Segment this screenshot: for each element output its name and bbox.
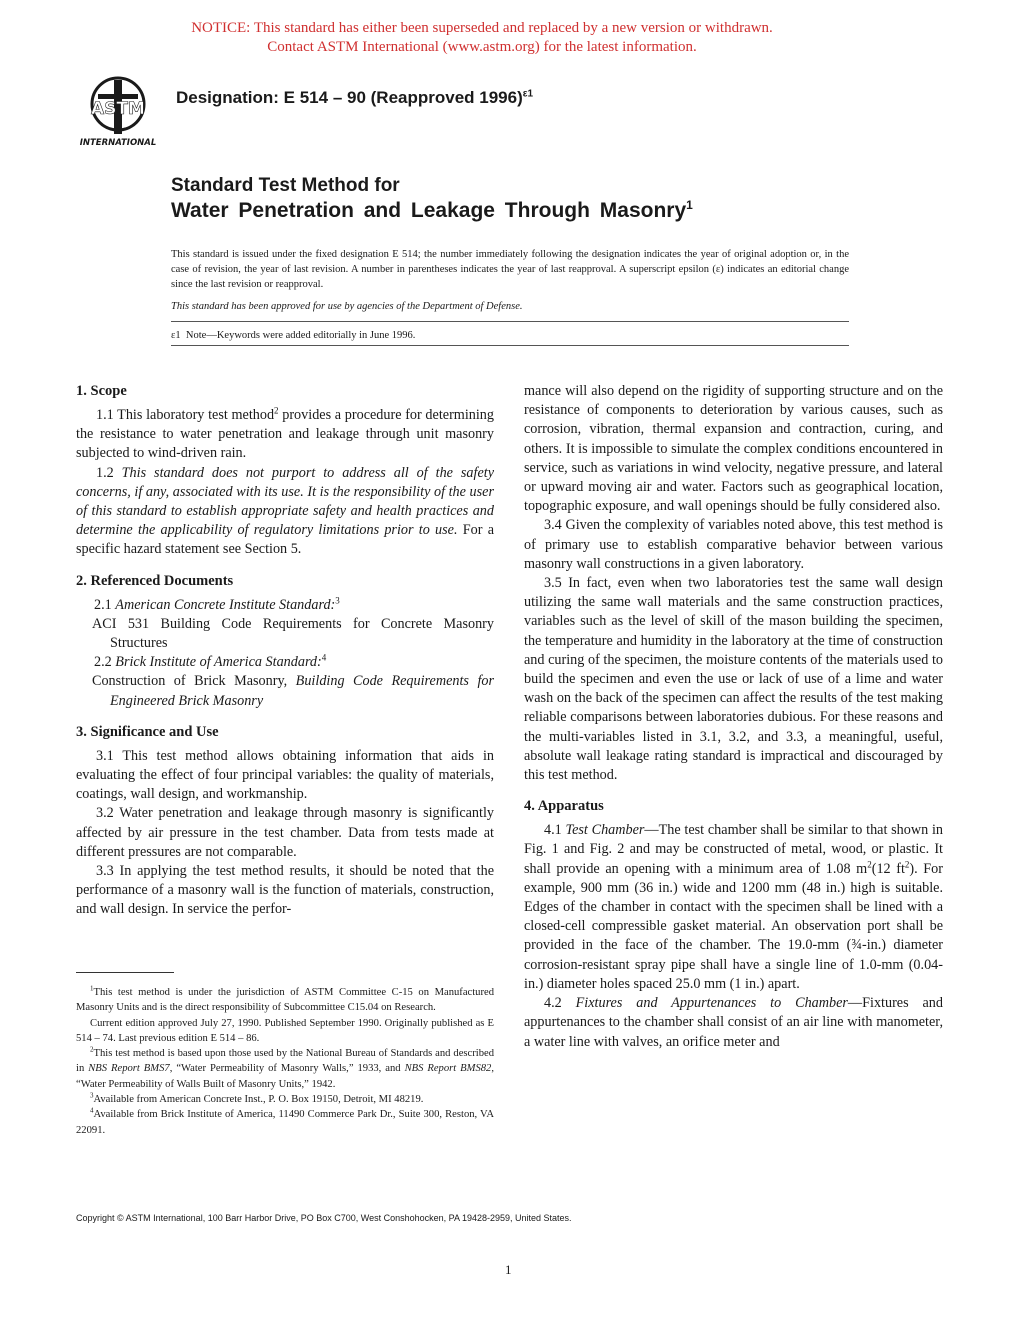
right-column <box>524 382 943 1052</box>
footnote-1-history: Current edition approved July 27, 1990. Published September 1990. Originally published as E 514 – 74. Last previous edition E 514 – 86. <box>76 1017 494 1044</box>
editorial-note-text: Note—Keywords were added editorially in June 1996. <box>185 330 416 341</box>
para-3-2: 3.2 Water penetration and leakage through masonry is significantly affected by air pressure in the test chamber. Data from tests made at different pressures are not comparable. <box>76 805 494 860</box>
section-3-heading: 3. Significance and Use <box>76 723 219 740</box>
ref-aci-531: ACI 531 Building Code Requirements for Concrete Masonry Structures <box>92 615 494 652</box>
para-1-1: 1.1 This laboratory test method$^2$ provides a procedure for determining the resistance to water penetration and leakage through unit masonry subjected to wind-driven rain. <box>76 405 494 462</box>
logo-label: INTERNATIONAL <box>79 138 157 148</box>
title-line-2 <box>171 198 693 223</box>
logo-text: ASTM <box>91 99 145 119</box>
dod-approval: This standard has been approved for use by agencies of the Department of Defense. <box>171 301 523 312</box>
footnote-4: $^4$Available from Brick Institute of America, 11490 Commerce Park Dr., Suite 300, Reston, VA 22091. <box>76 1106 494 1136</box>
para-3-5: 3.5 In fact, even when two laboratories test the same wall design utilizing the same wall materials and the same construction practices, variables such as the level of skill of the mason building the specimen, the temperature and humidity in the laboratory at the time of construction and curing of the specimen, the moisture contents of the materials used to build the specimen and even the use or lack of use of a lime and water wash on the back of the specimen can affect the results of the test making reliable comparisons between laboratories dubious. For these reasons and the multi-variables listed in 3.1, 3.2, and 3.3, a meaningful, useful, absolute wall leakage rating standard is impractical and discouraged by this test method. <box>524 575 943 784</box>
ref-brick-masonry: Construction of Brick Masonry, Building Code Requirements for Engineered Brick Masonry <box>92 673 494 709</box>
designation-text: Designation: E 514 – 90 (Reapproved 1996) <box>176 88 523 107</box>
para-4-2: 4.2 Fixtures and Appurtenances to Chamber—Fixtures and appurtenances to the chamber shall consist of an air line with manometer, a water line with valves, an orifice meter and <box>524 995 943 1050</box>
footnote-3: $^3$Available from American Concrete Inst., P. O. Box 19150, Detroit, MI 48219. <box>90 1091 424 1106</box>
title-line-1: Standard Test Method for <box>171 175 400 196</box>
para-3-4: 3.4 Given the complexity of variables noted above, this test method is of primary use to establish comparative behavior between various masonry wall constructions in a given laboratory. <box>524 517 943 572</box>
astm-logo-icon <box>76 74 160 150</box>
page-title: Water Penetration and Leakage Through Masonry <box>171 199 687 222</box>
designation-epsilon: ε1 <box>522 88 534 100</box>
astm-logo <box>76 74 160 150</box>
footnotes <box>76 985 494 1138</box>
para-1-2: 1.2 This standard does not purport to address all of the safety concerns, if any, associated with its use. It is the responsibility of the user of this standard to establish appropriate safety and health practices and determine the applicability of regulatory limitations prior to use. For a specific hazard statement see Section 5. <box>76 464 494 558</box>
para-2-1: 2.1 American Concrete Institute Standard:$^3$ <box>94 594 340 613</box>
editorial-note <box>171 328 849 343</box>
para-3-3: 3.3 In applying the test method results, it should be noted that the performance of a masonry wall is the function of materials, construction, and wall design. In service the perfor- <box>76 863 494 918</box>
para-3-3-cont: mance will also depend on the rigidity of supporting structure and on the resistance of components to deterioration by various causes, such as corrosion, vibration, thermal expansion and contraction, curing, and others. It is impossible to simulate the complex conditions encountered in service, such as variations in wind velocity, negative pressure, and lateral or upward moving air and water. Factors such as geographical location, topographic exposure, and wall openings should be fully considered also. <box>524 383 943 515</box>
para-4-1: 4.1 Test Chamber—The test chamber shall be similar to that shown in Fig. 1 and Fig. 2 and may be constructed of metal, wood, or plastic. It shall provide an opening with a minimum area of 1.08 $m^2(12$ $ft^2$). For example, 900 mm (36 in.) wide and 1200 mm (48 in.) high is suitable. Edges of the chamber in contact with the specimen shall be lined with a closed-cell compressible gasket material. An observation port shall be provided in the face of the chamber. The 19.0-mm (¾-in.) diameter corrosion-resistant spray pipe shall have a single line of 1.0-mm (0.04-in.) diameter holes spaced 25.0 mm (1 in.) apart. <box>524 822 944 992</box>
withdrawal-notice <box>0 19 964 57</box>
para-3-1: 3.1 This test method allows obtaining information that aids in evaluating the effect of four principal variables: the quality of materials, coatings, wall design, and workmanship. <box>76 747 494 803</box>
copyright-footer: Copyright © ASTM International, 100 Barr Harbor Drive, PO Box C700, West Conshohocken, PA 19428-2959, United States. <box>76 1213 572 1223</box>
page-number: 1 <box>505 1262 512 1277</box>
notice-line-1: NOTICE: This standard has either been superseded and replaced by a new version or withdrawn. <box>191 20 773 36</box>
left-column <box>76 382 494 920</box>
designation <box>176 88 533 108</box>
footnote-rule <box>76 972 174 973</box>
title-footnote-mark: 1 <box>686 198 693 212</box>
issuance-statement: This standard is issued under the fixed designation E 514; the number immediately following the designation indicates the year of original adoption or, in the case of revision, the year of last revision. A number in parentheses indicates the year of last reapproval. A superscript epsilon (ε) indicates an editorial change since the last revision or reapproval. <box>171 249 849 290</box>
editorial-note-mark: ε1 <box>171 330 181 341</box>
divider <box>171 321 849 322</box>
section-1-heading: 1. Scope <box>76 383 127 399</box>
notice-line-2: Contact ASTM International (www.astm.org) for the latest information. <box>267 39 697 55</box>
footnote-1: $^1$This test method is under the jurisdiction of ASTM Committee C-15 on Manufactured Masonry Units and is the direct responsibility of Subcommittee C15.04 on Research. <box>76 984 494 1014</box>
divider <box>171 345 849 346</box>
section-4-heading: 4. Apparatus <box>524 798 604 815</box>
footnote-2: $^2$This test method is based upon those used by the National Bureau of Standards and described in NBS Report BMS7, “Water Permeability of Masonry Walls,” 1933, and NBS Report BMS82, “Water Permeability of Walls Built of Masonry Units,” 1942. <box>76 1045 494 1090</box>
section-2-heading: 2. Referenced Documents <box>76 572 234 589</box>
para-2-2: 2.2 Brick Institute of America Standard:$^4$ <box>94 652 327 671</box>
